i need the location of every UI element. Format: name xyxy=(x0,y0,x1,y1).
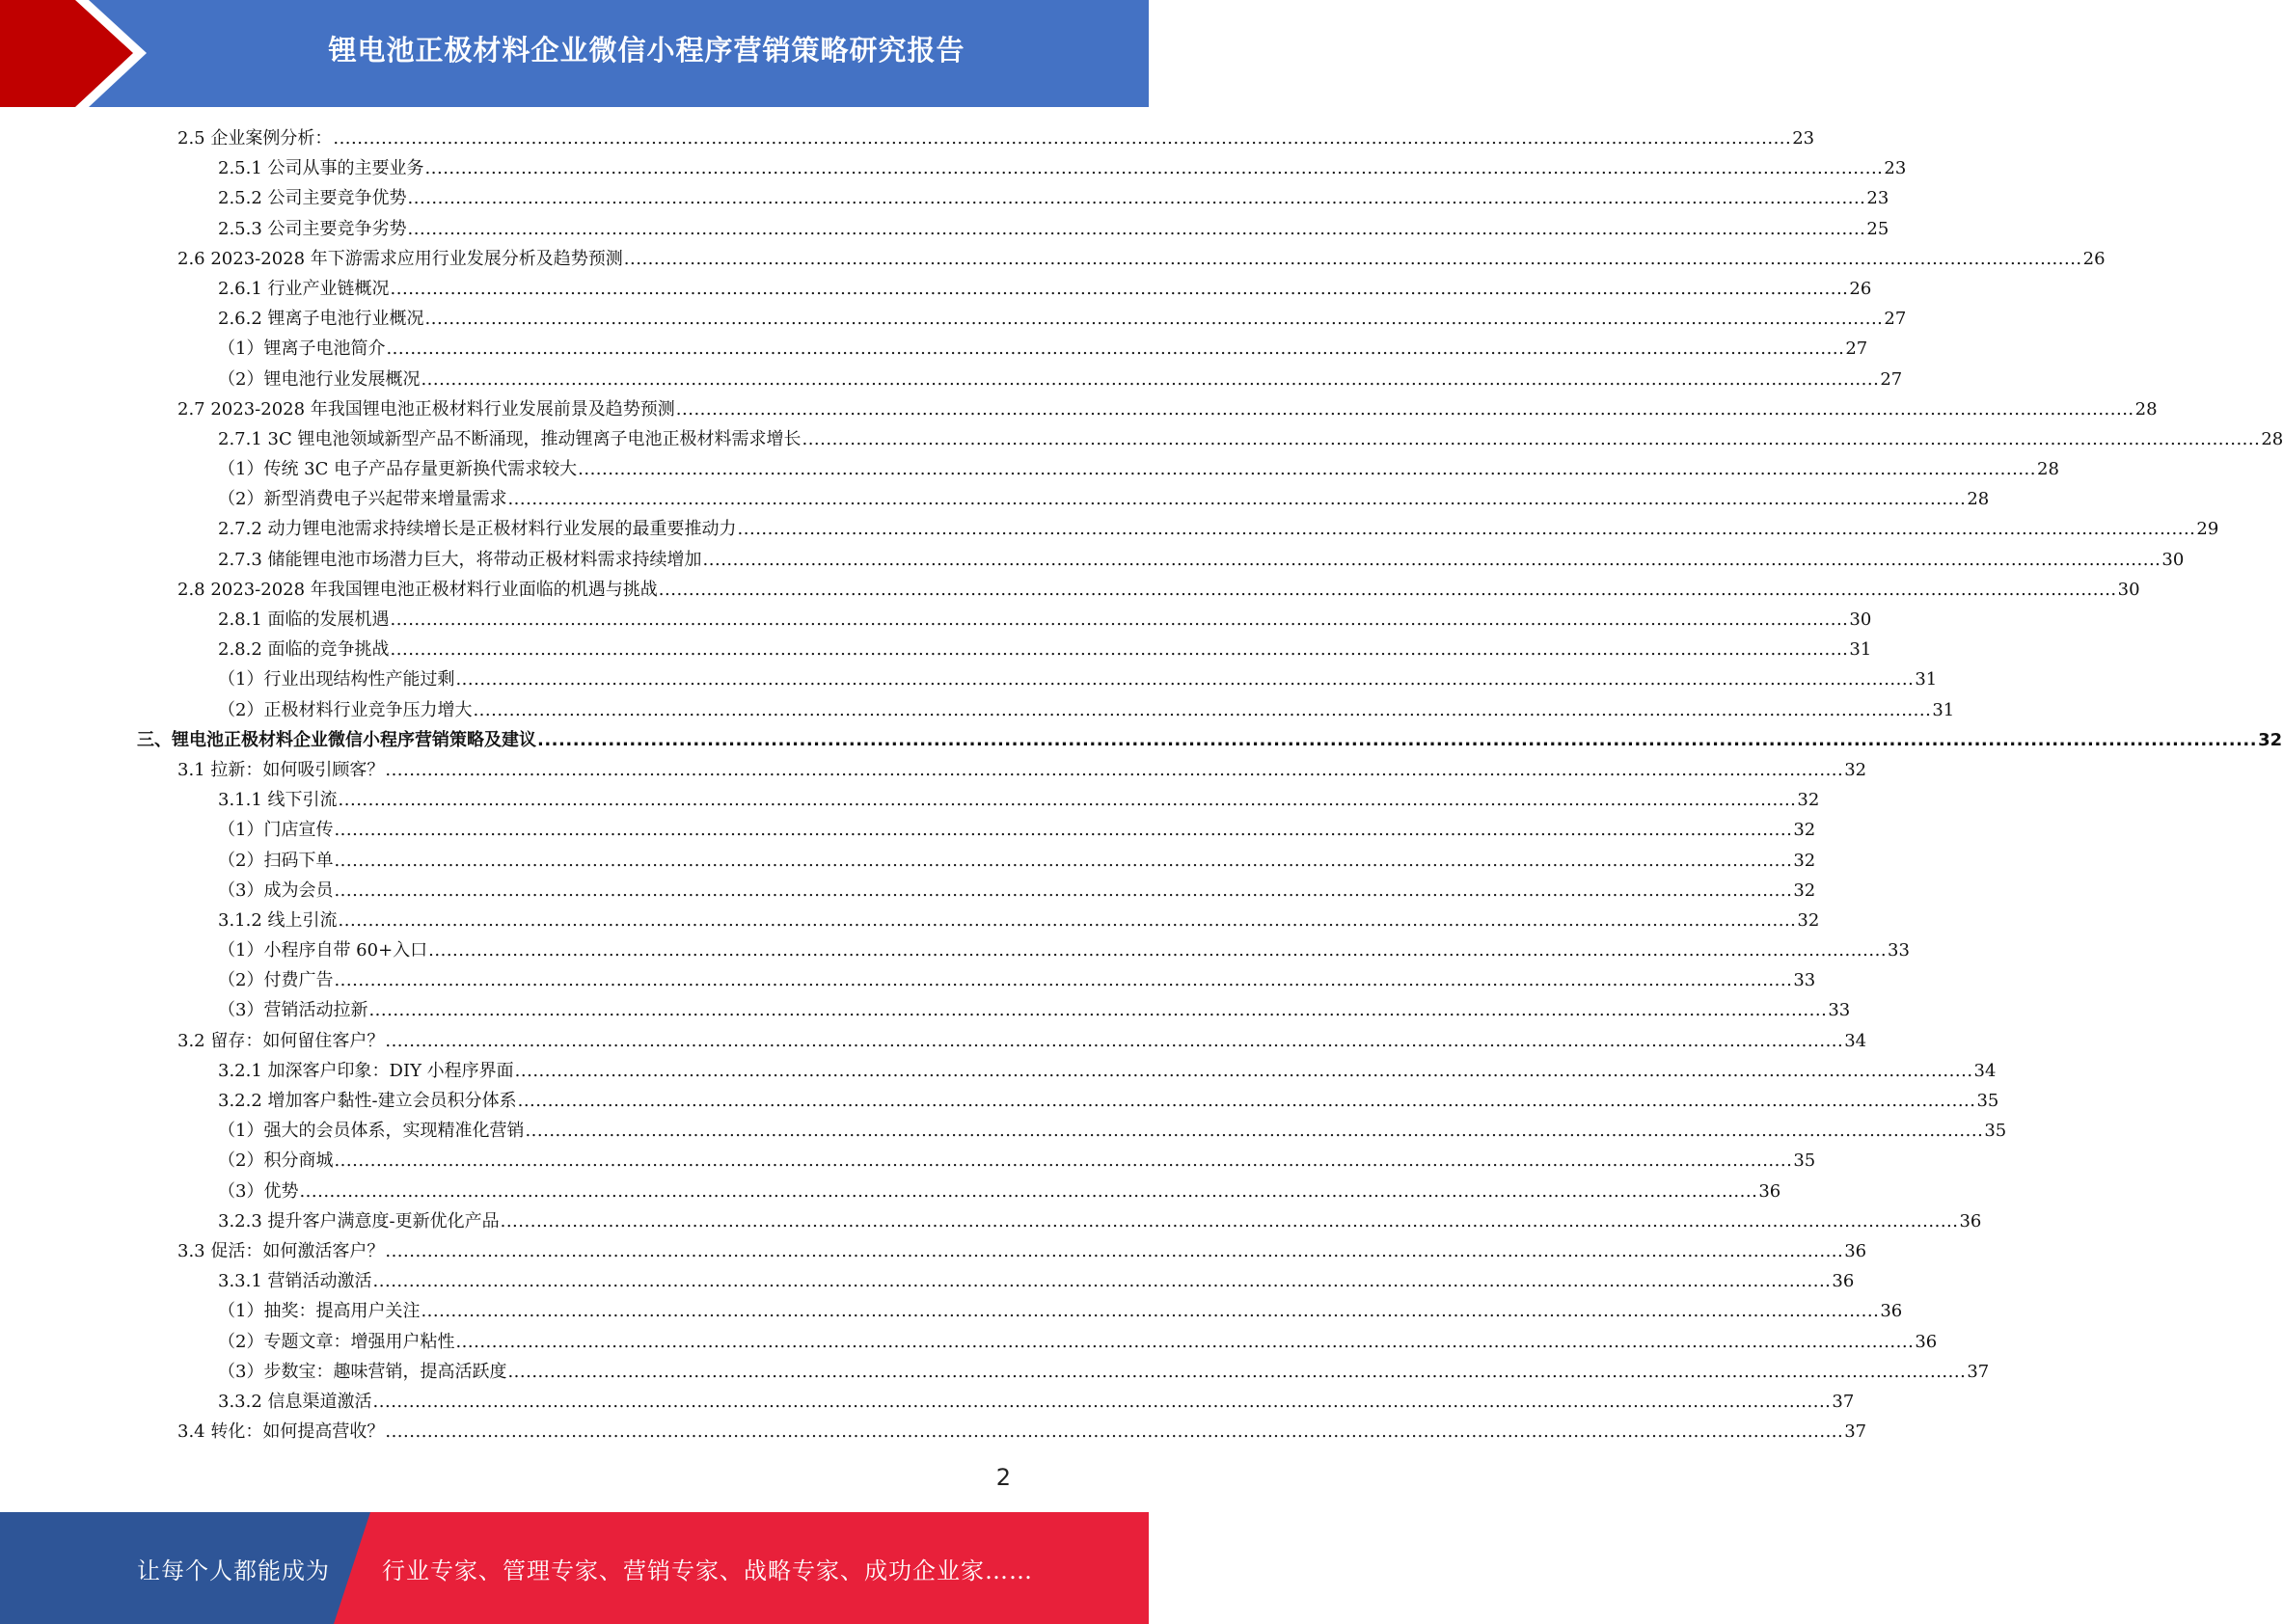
toc-entry-title: （1）行业出现结构性产能过剩 xyxy=(218,669,455,690)
toc-leader-dots xyxy=(425,153,1884,183)
toc-leader-dots xyxy=(738,514,2196,544)
toc-entry-title: 3.2.3 提升客户满意度-更新优化产品 xyxy=(218,1210,500,1232)
toc-entry-page: 36 xyxy=(1959,1210,1982,1232)
toc-entry-page: 25 xyxy=(1866,218,1889,239)
toc-entry[interactable] xyxy=(0,214,1889,244)
toc-entry-title: 3.1 拉新：如何吸引顾客？ xyxy=(177,759,385,780)
toc-leader-dots xyxy=(518,1086,1976,1116)
toc-entry[interactable] xyxy=(0,304,1907,334)
toc-entry[interactable] xyxy=(0,244,2106,274)
toc-entry-title: 2.5 企业案例分析： xyxy=(177,128,333,149)
toc-entry-title: （1）锂离子电池简介 xyxy=(218,338,386,360)
toc-leader-dots xyxy=(408,214,1866,244)
toc-entry-page: 33 xyxy=(1793,970,1816,991)
toc-entry[interactable] xyxy=(0,1266,1855,1296)
toc-entry[interactable] xyxy=(0,725,2283,755)
toc-leader-dots xyxy=(473,695,1931,725)
toc-entry-title: 2.6.1 行业产业链概况 xyxy=(218,278,390,299)
toc-entry[interactable] xyxy=(0,935,1910,965)
toc-entry-title: （1）抽奖：提高用户关注 xyxy=(218,1301,421,1322)
toc-entry[interactable] xyxy=(0,545,2185,575)
toc-entry[interactable] xyxy=(0,1177,1781,1206)
toc-leader-dots xyxy=(676,394,2134,424)
toc-entry-page: 26 xyxy=(1849,278,1872,299)
toc-entry[interactable] xyxy=(0,995,1851,1025)
toc-entry[interactable] xyxy=(0,424,2283,454)
toc-entry-page: 23 xyxy=(1866,188,1889,209)
toc-entry[interactable] xyxy=(0,1146,1816,1176)
toc-leader-dots xyxy=(391,605,1849,635)
toc-entry[interactable] xyxy=(0,1236,1867,1266)
page-number: 2 xyxy=(995,1464,1011,1491)
toc-entry[interactable] xyxy=(0,695,1955,725)
toc-leader-dots xyxy=(386,334,1844,364)
toc-entry-page: 31 xyxy=(1932,699,1955,720)
toc-entry[interactable] xyxy=(0,635,1872,664)
toc-leader-dots xyxy=(334,965,1792,995)
toc-entry[interactable] xyxy=(0,1206,1982,1236)
toc-entry-title: （1）强大的会员体系，实现精准化营销 xyxy=(218,1121,525,1142)
toc-entry-title: （2）付费广告 xyxy=(218,970,334,991)
toc-entry[interactable] xyxy=(0,1357,1990,1387)
toc-leader-dots xyxy=(373,1387,1832,1417)
toc-entry-page: 26 xyxy=(2082,248,2106,269)
toc-entry-page: 35 xyxy=(1984,1121,2007,1142)
toc-entry[interactable] xyxy=(0,1086,1999,1116)
toc-entry-title: 3.1.2 线上引流 xyxy=(218,909,338,931)
toc-entry-page: 31 xyxy=(1915,669,1938,690)
toc-entry-page: 23 xyxy=(1792,128,1815,149)
toc-leader-dots xyxy=(455,664,1914,694)
toc-entry-page: 36 xyxy=(1915,1331,1938,1352)
toc-entry-page: 34 xyxy=(1973,1060,1997,1081)
toc-entry[interactable] xyxy=(0,183,1889,213)
toc-entry-title: 3.1.1 线下引流 xyxy=(218,790,338,811)
toc-entry[interactable] xyxy=(0,664,1938,694)
toc-entry-page: 33 xyxy=(1888,940,1910,961)
toc-entry-page: 32 xyxy=(2258,729,2283,750)
toc-entry[interactable] xyxy=(0,965,1816,995)
toc-entry-title: （1）门店宣传 xyxy=(218,820,334,841)
toc-entry-page: 32 xyxy=(1797,909,1820,931)
footer-slogan-left: 让每个人都能成为 xyxy=(137,1556,330,1584)
toc-entry[interactable] xyxy=(0,274,1872,304)
toc-entry-page: 27 xyxy=(1880,368,1903,390)
toc-leader-dots xyxy=(385,1417,1843,1447)
toc-leader-dots xyxy=(391,274,1849,304)
report-header xyxy=(0,0,1149,107)
toc-entry-page: 32 xyxy=(1793,880,1816,901)
toc-entry-title: 2.8.1 面临的发展机遇 xyxy=(218,609,390,630)
toc-entry-page: 36 xyxy=(1880,1301,1903,1322)
toc-entry-page: 36 xyxy=(1832,1271,1855,1292)
footer-slogan-right: 行业专家、管理专家、营销专家、战略专家、成功企业家…… xyxy=(382,1556,1033,1584)
toc-leader-dots xyxy=(537,725,2257,755)
toc-entry-title: 2.6 2023-2028 年下游需求应用行业发展分析及趋势预测 xyxy=(177,248,623,269)
toc-entry[interactable] xyxy=(0,906,1820,935)
toc-leader-dots xyxy=(333,123,1791,153)
toc-entry-title: （2）新型消费电子兴起带来增量需求 xyxy=(218,489,507,510)
toc-entry-title: （3）步数宝：趣味营销，提高活跃度 xyxy=(218,1361,507,1382)
toc-entry-page: 35 xyxy=(1976,1091,1999,1111)
toc-entry[interactable] xyxy=(0,484,1990,514)
toc-entry-page: 37 xyxy=(1967,1361,1990,1382)
table-of-contents xyxy=(0,123,2283,1447)
toc-entry-page: 32 xyxy=(1793,820,1816,841)
toc-leader-dots xyxy=(703,545,2161,575)
toc-leader-dots xyxy=(525,1116,1983,1146)
toc-entry-page: 35 xyxy=(1793,1150,1816,1172)
toc-entry[interactable] xyxy=(0,575,2140,605)
toc-entry-title: 2.6.2 锂离子电池行业概况 xyxy=(218,309,424,330)
toc-entry[interactable] xyxy=(0,1116,2007,1146)
toc-entry-page: 37 xyxy=(1832,1391,1855,1412)
toc-entry-title: 2.7.3 储能锂电池市场潜力巨大，将带动正极材料需求持续增加 xyxy=(218,549,702,570)
toc-entry-page: 31 xyxy=(1849,639,1872,661)
toc-entry[interactable] xyxy=(0,365,1903,394)
toc-leader-dots xyxy=(408,183,1866,213)
toc-entry[interactable] xyxy=(0,876,1816,906)
toc-entry-page: 28 xyxy=(1967,489,1990,510)
toc-entry-page: 27 xyxy=(1845,338,1868,360)
toc-entry-page: 37 xyxy=(1844,1421,1867,1443)
toc-entry-title: （3）营销活动拉新 xyxy=(218,1000,368,1021)
toc-leader-dots xyxy=(428,935,1887,965)
toc-entry-title: （2）专题文章：增强用户粘性 xyxy=(218,1331,455,1352)
toc-entry[interactable] xyxy=(0,785,1820,815)
toc-entry-title: （3）成为会员 xyxy=(218,880,334,901)
toc-entry[interactable] xyxy=(0,454,2059,484)
toc-entry-title: （2）锂电池行业发展概况 xyxy=(218,368,421,390)
toc-entry[interactable] xyxy=(0,394,2158,424)
toc-entry[interactable] xyxy=(0,605,1872,635)
toc-entry-title: （3）优势 xyxy=(218,1180,299,1202)
toc-entry[interactable] xyxy=(0,1026,1867,1056)
toc-leader-dots xyxy=(507,484,1966,514)
toc-entry-title: 2.5.1 公司从事的主要业务 xyxy=(218,158,424,179)
toc-leader-dots xyxy=(659,575,2117,605)
toc-entry-page: 29 xyxy=(2196,519,2219,540)
toc-leader-dots xyxy=(391,635,1849,664)
toc-leader-dots xyxy=(624,244,2082,274)
toc-entry-page: 30 xyxy=(2117,579,2140,600)
toc-entry-title: 3.3.1 营销活动激活 xyxy=(218,1271,372,1292)
toc-entry-title: 3.2.1 加深客户印象：DIY 小程序界面 xyxy=(218,1060,514,1081)
toc-leader-dots xyxy=(299,1177,1757,1206)
toc-leader-dots xyxy=(507,1357,1966,1387)
toc-entry-page: 27 xyxy=(1884,309,1907,330)
toc-entry-page: 32 xyxy=(1797,790,1820,811)
toc-leader-dots xyxy=(334,1146,1792,1176)
toc-entry[interactable] xyxy=(0,1387,1855,1417)
toc-entry-page: 34 xyxy=(1844,1030,1867,1051)
toc-entry-title: 2.7.2 动力锂电池需求持续增长是正极材料行业发展的最重要推动力 xyxy=(218,519,737,540)
toc-leader-dots xyxy=(385,755,1843,785)
toc-entry-page: 28 xyxy=(2261,428,2283,449)
toc-entry-title: 3.3.2 信息渠道激活 xyxy=(218,1391,372,1412)
toc-entry[interactable] xyxy=(0,1327,1938,1357)
toc-entry-page: 32 xyxy=(1844,759,1867,780)
toc-leader-dots xyxy=(385,1026,1843,1056)
toc-leader-dots xyxy=(334,815,1792,845)
toc-leader-dots xyxy=(385,1236,1843,1266)
toc-leader-dots xyxy=(455,1327,1914,1357)
report-title: 锂电池正极材料企业微信小程序营销策略研究报告 xyxy=(328,33,965,67)
toc-entry-page: 36 xyxy=(1844,1240,1867,1261)
toc-entry-title: （1）小程序自带 60+入口 xyxy=(218,940,428,961)
chevron-arrow-icon xyxy=(0,0,133,107)
toc-entry[interactable] xyxy=(0,755,1867,785)
toc-entry-page: 30 xyxy=(2161,549,2185,570)
toc-leader-dots xyxy=(334,876,1792,906)
toc-entry-page: 28 xyxy=(2037,459,2059,480)
toc-entry-page: 30 xyxy=(1849,609,1872,630)
toc-leader-dots xyxy=(339,785,1797,815)
toc-entry-title: 3.2 留存：如何留住客户？ xyxy=(177,1030,385,1051)
toc-entry[interactable] xyxy=(0,1296,1903,1326)
toc-entry-title: 2.7.1 3C 锂电池领域新型产品不断涌现，推动锂离子电池正极材料需求增长 xyxy=(218,428,802,449)
toc-entry[interactable] xyxy=(0,815,1816,845)
toc-entry-page: 36 xyxy=(1758,1180,1781,1202)
toc-entry-title: （2）正极材料行业竞争压力增大 xyxy=(218,699,473,720)
toc-leader-dots xyxy=(425,304,1884,334)
toc-entry-title: 2.5.3 公司主要竞争劣势 xyxy=(218,218,407,239)
toc-leader-dots xyxy=(421,365,1879,394)
toc-entry-title: 3.2.2 增加客户黏性-建立会员积分体系 xyxy=(218,1091,517,1111)
toc-leader-dots xyxy=(515,1056,1973,1086)
toc-entry-title: 3.4 转化：如何提高营收？ xyxy=(177,1421,385,1443)
toc-leader-dots xyxy=(578,454,2036,484)
toc-entry[interactable] xyxy=(0,846,1816,876)
toc-entry-title: 三、锂电池正极材料企业微信小程序营销策略及建议 xyxy=(137,729,536,750)
toc-leader-dots xyxy=(334,846,1792,876)
toc-entry[interactable] xyxy=(0,1056,1997,1086)
toc-leader-dots xyxy=(373,1266,1832,1296)
toc-entry-page: 32 xyxy=(1793,850,1816,871)
toc-entry-title: （2）积分商城 xyxy=(218,1150,334,1172)
toc-entry[interactable] xyxy=(0,334,1868,364)
toc-entry-title: 2.8.2 面临的竞争挑战 xyxy=(218,639,390,661)
toc-entry-title: 2.5.2 公司主要竞争优势 xyxy=(218,188,407,209)
toc-entry-title: （1）传统 3C 电子产品存量更新换代需求较大 xyxy=(218,459,578,480)
toc-leader-dots xyxy=(339,906,1797,935)
toc-entry-page: 23 xyxy=(1884,158,1907,179)
toc-entry-page: 28 xyxy=(2134,398,2158,420)
toc-entry-title: 3.3 促活：如何激活客户？ xyxy=(177,1240,385,1261)
toc-leader-dots xyxy=(421,1296,1879,1326)
toc-entry[interactable] xyxy=(0,1417,1867,1447)
toc-entry-title: 2.7 2023-2028 年我国锂电池正极材料行业发展前景及趋势预测 xyxy=(177,398,675,420)
toc-leader-dots xyxy=(802,424,2260,454)
footer-banner xyxy=(0,1512,1149,1624)
toc-entry[interactable] xyxy=(0,123,1815,153)
toc-leader-dots xyxy=(501,1206,1959,1236)
toc-entry-title: 2.8 2023-2028 年我国锂电池正极材料行业面临的机遇与挑战 xyxy=(177,579,658,600)
toc-entry[interactable] xyxy=(0,514,2219,544)
toc-entry-title: （2）扫码下单 xyxy=(218,850,334,871)
toc-leader-dots xyxy=(368,995,1827,1025)
toc-entry-page: 33 xyxy=(1828,1000,1851,1021)
toc-entry[interactable] xyxy=(0,153,1907,183)
